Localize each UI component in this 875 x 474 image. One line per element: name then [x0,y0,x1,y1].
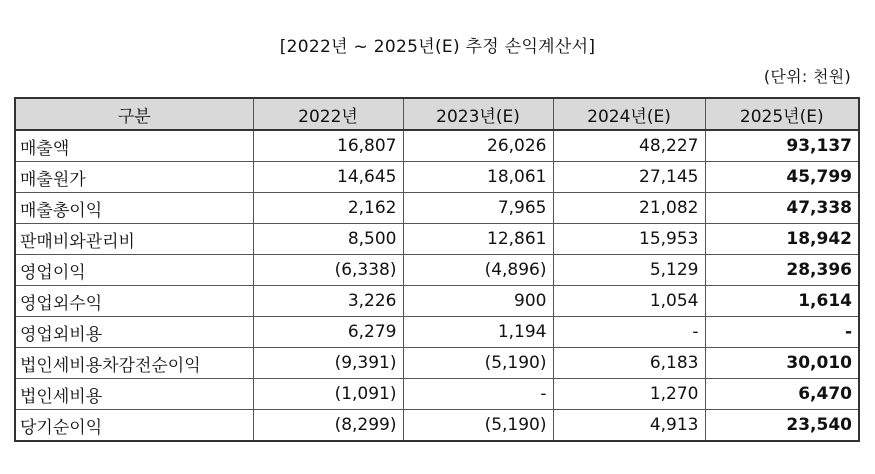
cell-2025e: 30,010 [705,348,859,379]
table-row [15,379,859,410]
row-label: 매출총이익 [15,193,253,224]
cell-2024e: 15,953 [553,224,705,255]
row-label: 영업외비용 [15,317,253,348]
cell-2023e: (5,190) [403,410,553,442]
cell-2023e: 18,061 [403,162,553,193]
cell-2022: 16,807 [253,130,403,162]
unit-label: (단위: 천원) [763,67,851,86]
cell-2024e: 1,270 [553,379,705,410]
cell-2022: (6,338) [253,255,403,286]
cell-2025e: 23,540 [705,410,859,442]
cell-2023e: 1,194 [403,317,553,348]
cell-2022: 3,226 [253,286,403,317]
row-label: 당기순이익 [15,410,253,442]
cell-2024e: 48,227 [553,130,705,162]
table-row [15,410,859,442]
table-row [15,348,859,379]
cell-2023e: 12,861 [403,224,553,255]
cell-2023e: 900 [403,286,553,317]
row-label: 매출원가 [15,162,253,193]
cell-2024e: 6,183 [553,348,705,379]
income-statement-table [14,97,860,442]
table-row [15,130,859,162]
cell-2025e: 28,396 [705,255,859,286]
cell-2025e: 47,338 [705,193,859,224]
cell-2022: (1,091) [253,379,403,410]
row-label: 영업이익 [15,255,253,286]
table-row [15,162,859,193]
header-2022: 2022년 [253,98,403,130]
row-label: 매출액 [15,130,253,162]
cell-2025e: 6,470 [705,379,859,410]
cell-2025e: 93,137 [705,130,859,162]
header-category: 구분 [15,98,253,130]
cell-2025e: 1,614 [705,286,859,317]
cell-2022: 14,645 [253,162,403,193]
cell-2022: 8,500 [253,224,403,255]
cell-2022: (9,391) [253,348,403,379]
cell-2025e: 18,942 [705,224,859,255]
cell-2023e: - [403,379,553,410]
table-row [15,317,859,348]
cell-2023e: (4,896) [403,255,553,286]
cell-2024e: 27,145 [553,162,705,193]
cell-2025e: 45,799 [705,162,859,193]
cell-2022: 6,279 [253,317,403,348]
cell-2024e: 21,082 [553,193,705,224]
cell-2023e: (5,190) [403,348,553,379]
row-label: 법인세비용 [15,379,253,410]
table-row [15,255,859,286]
cell-2024e: 4,913 [553,410,705,442]
cell-2022: 2,162 [253,193,403,224]
row-label: 판매비와관리비 [15,224,253,255]
cell-2023e: 26,026 [403,130,553,162]
header-2025e: 2025년(E) [705,98,859,130]
row-label: 법인세비용차감전순이익 [15,348,253,379]
header-2023e: 2023년(E) [403,98,553,130]
row-label: 영업외수익 [15,286,253,317]
table-row [15,224,859,255]
cell-2024e: - [553,317,705,348]
cell-2022: (8,299) [253,410,403,442]
table-row [15,286,859,317]
cell-2024e: 5,129 [553,255,705,286]
header-row [15,98,859,130]
cell-2025e: - [705,317,859,348]
header-2024e: 2024년(E) [553,98,705,130]
table-row [15,193,859,224]
cell-2024e: 1,054 [553,286,705,317]
document-title: [2022년 ~ 2025년(E) 추정 손익계산서] [279,37,596,57]
cell-2023e: 7,965 [403,193,553,224]
